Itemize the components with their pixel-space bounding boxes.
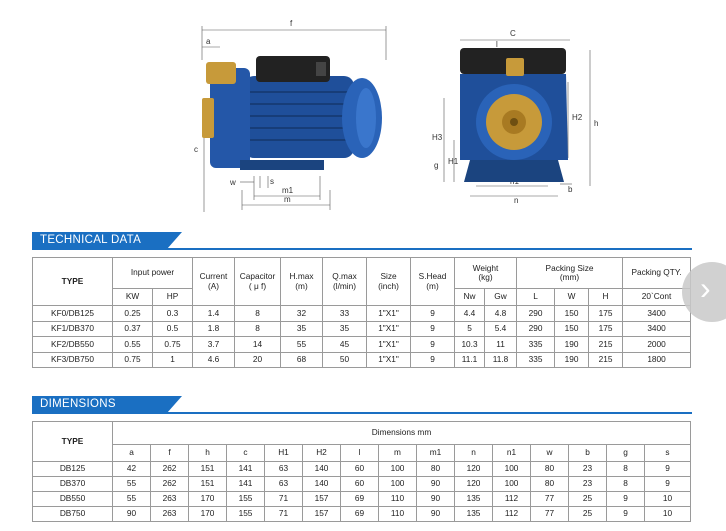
dim-value-cell: 80	[531, 462, 569, 477]
w-cell: 150	[555, 321, 589, 337]
dim-model-cell: DB750	[33, 507, 113, 522]
kw-cell: 0.55	[113, 337, 153, 353]
weight-header: Weight (kg)	[455, 258, 517, 289]
nw-cell: 5	[455, 321, 485, 337]
dim-value-cell: 120	[455, 462, 493, 477]
kw-cell: 0.25	[113, 306, 153, 322]
qty-cell: 3400	[623, 306, 691, 322]
qmax-cell: 50	[323, 352, 367, 368]
kw-subheader: KW	[113, 289, 153, 306]
current-cell: 1.4	[193, 306, 235, 322]
dim-value-cell: 112	[493, 507, 531, 522]
hp-cell: 0.75	[153, 337, 193, 353]
dim-value-cell: 60	[341, 462, 379, 477]
dim-value-cell: 23	[569, 462, 607, 477]
dim-model-cell: DB550	[33, 492, 113, 507]
model-cell: KF1/DB370	[33, 321, 113, 337]
model-cell: KF3/DB750	[33, 352, 113, 368]
gw-cell: 11.8	[485, 352, 517, 368]
dim-value-cell: 141	[227, 477, 265, 492]
l-cell: 290	[517, 321, 555, 337]
h-cell: 175	[589, 321, 623, 337]
dim-value-cell: 140	[303, 477, 341, 492]
dim-type-header: TYPE	[33, 422, 113, 462]
dim-value-cell: 155	[227, 492, 265, 507]
technical-data-title: TECHNICAL DATA	[40, 234, 142, 246]
dim-label-H1: H1	[448, 157, 459, 166]
table-row	[33, 321, 691, 337]
dim-model-cell: DB370	[33, 477, 113, 492]
current-header: Current (A)	[193, 258, 235, 306]
dim-value-cell: 63	[265, 462, 303, 477]
current-cell: 1.8	[193, 321, 235, 337]
qmax-header: Q.max (l/min)	[323, 258, 367, 306]
dim-value-cell: 135	[455, 492, 493, 507]
hmax-cell: 32	[281, 306, 323, 322]
dim-value-cell: 262	[151, 462, 189, 477]
dim-label-s: s	[270, 177, 274, 186]
dim-value-cell: 100	[493, 477, 531, 492]
dim-label-f: f	[290, 19, 293, 28]
pump-front-view-diagram	[430, 0, 610, 222]
capacitor-cell: 20	[235, 352, 281, 368]
technical-data-table	[32, 257, 691, 368]
dim-value-cell: 69	[341, 492, 379, 507]
hp-cell: 0.5	[153, 321, 193, 337]
qmax-cell: 45	[323, 337, 367, 353]
kw-cell: 0.37	[113, 321, 153, 337]
dim-value-cell: 25	[569, 507, 607, 522]
kw-cell: 0.75	[113, 352, 153, 368]
qmax-cell: 33	[323, 306, 367, 322]
dim-value-cell: 9	[607, 492, 645, 507]
gw-cell: 4.8	[485, 306, 517, 322]
dim-label-h: h	[594, 119, 599, 128]
gw-cell: 11	[485, 337, 517, 353]
dim-value-cell: 9	[645, 477, 691, 492]
dim-column-header: g	[607, 445, 645, 462]
dim-value-cell: 8	[607, 462, 645, 477]
dim-value-cell: 9	[645, 462, 691, 477]
dim-value-cell: 8	[607, 477, 645, 492]
dimensions-banner	[32, 396, 182, 413]
dim-value-cell: 23	[569, 477, 607, 492]
w-cell: 150	[555, 306, 589, 322]
model-cell: KF0/DB125	[33, 306, 113, 322]
dim-label-g: g	[434, 161, 439, 170]
type-header: TYPE	[33, 258, 113, 306]
dim-group-header: Dimensions mm	[113, 422, 691, 445]
current-cell: 4.6	[193, 352, 235, 368]
size-cell: 1"X1"	[367, 337, 411, 353]
dim-value-cell: 80	[531, 477, 569, 492]
table-row	[33, 352, 691, 368]
dim-value-cell: 157	[303, 507, 341, 522]
input-power-header: Input power	[113, 258, 193, 289]
dimensions-table	[32, 421, 691, 522]
dim-value-cell: 135	[455, 507, 493, 522]
technical-data-banner	[32, 232, 182, 249]
table-row	[33, 492, 691, 507]
dim-label-b: b	[568, 185, 573, 194]
l-subheader: L	[517, 289, 555, 306]
table-row	[33, 337, 691, 353]
dim-value-cell: 71	[265, 492, 303, 507]
dim-value-cell: 151	[189, 477, 227, 492]
dim-value-cell: 90	[417, 477, 455, 492]
nw-subheader: Nw	[455, 289, 485, 306]
dim-value-cell: 151	[189, 462, 227, 477]
dim-value-cell: 263	[151, 507, 189, 522]
dim-label-c: c	[194, 145, 198, 154]
dim-label-n: n	[514, 196, 519, 205]
l-cell: 290	[517, 306, 555, 322]
dim-column-header: m	[379, 445, 417, 462]
dim-label-w: w	[230, 178, 236, 187]
h-cell: 215	[589, 337, 623, 353]
dim-value-cell: 112	[493, 492, 531, 507]
dim-label-a: a	[206, 37, 211, 46]
dim-value-cell: 90	[417, 507, 455, 522]
dim-value-cell: 100	[493, 462, 531, 477]
dim-column-header: n	[455, 445, 493, 462]
dim-column-header: n1	[493, 445, 531, 462]
packing-size-header: Packing Size (mm)	[517, 258, 623, 289]
qmax-cell: 35	[323, 321, 367, 337]
dim-label-m: m	[284, 195, 291, 204]
dim-value-cell: 110	[379, 507, 417, 522]
dim-value-cell: 263	[151, 492, 189, 507]
current-cell: 3.7	[193, 337, 235, 353]
hp-subheader: HP	[153, 289, 193, 306]
dim-value-cell: 10	[645, 507, 691, 522]
cont-subheader: 20`Cont	[623, 289, 691, 306]
capacitor-header: Capacitor ( μ f)	[235, 258, 281, 306]
dim-value-cell: 55	[113, 477, 151, 492]
hp-cell: 0.3	[153, 306, 193, 322]
table-row	[33, 507, 691, 522]
shead-header: S.Head (m)	[411, 258, 455, 306]
pump-side-view-diagram	[190, 0, 400, 222]
dim-column-header: h	[189, 445, 227, 462]
w-subheader: W	[555, 289, 589, 306]
l-cell: 335	[517, 337, 555, 353]
dim-value-cell: 80	[417, 462, 455, 477]
dim-value-cell: 90	[113, 507, 151, 522]
dim-value-cell: 10	[645, 492, 691, 507]
nw-cell: 11.1	[455, 352, 485, 368]
size-cell: 1"X1"	[367, 352, 411, 368]
table-row	[33, 306, 691, 322]
hmax-cell: 55	[281, 337, 323, 353]
table-row	[33, 462, 691, 477]
dim-value-cell: 170	[189, 492, 227, 507]
h-subheader: H	[589, 289, 623, 306]
dim-value-cell: 9	[607, 507, 645, 522]
size-cell: 1"X1"	[367, 306, 411, 322]
dim-label-C: C	[510, 29, 516, 38]
capacitor-cell: 14	[235, 337, 281, 353]
dim-value-cell: 140	[303, 462, 341, 477]
dim-value-cell: 77	[531, 492, 569, 507]
dim-value-cell: 120	[455, 477, 493, 492]
dim-label-H3: H3	[432, 133, 443, 142]
chevron-right-icon: ›	[700, 270, 711, 306]
w-cell: 190	[555, 337, 589, 353]
dim-column-header: H2	[303, 445, 341, 462]
shead-cell: 9	[411, 321, 455, 337]
dim-column-header: c	[227, 445, 265, 462]
dim-column-header: f	[151, 445, 189, 462]
dim-value-cell: 262	[151, 477, 189, 492]
nw-cell: 10.3	[455, 337, 485, 353]
qty-cell: 3400	[623, 321, 691, 337]
dim-value-cell: 155	[227, 507, 265, 522]
dim-value-cell: 100	[379, 462, 417, 477]
dim-column-header: H1	[265, 445, 303, 462]
dim-model-cell: DB125	[33, 462, 113, 477]
dim-column-header: l	[341, 445, 379, 462]
gw-cell: 5.4	[485, 321, 517, 337]
hmax-cell: 35	[281, 321, 323, 337]
dimensions-title: DIMENSIONS	[40, 398, 116, 410]
h-cell: 175	[589, 306, 623, 322]
dim-value-cell: 60	[341, 477, 379, 492]
dim-value-cell: 141	[227, 462, 265, 477]
dim-column-header: m1	[417, 445, 455, 462]
dim-label-m1: m1	[282, 186, 294, 195]
dim-value-cell: 100	[379, 477, 417, 492]
dim-value-cell: 170	[189, 507, 227, 522]
dim-column-header: a	[113, 445, 151, 462]
qty-cell: 2000	[623, 337, 691, 353]
dim-column-header: w	[531, 445, 569, 462]
dim-value-cell: 110	[379, 492, 417, 507]
hmax-header: H.max (m)	[281, 258, 323, 306]
gw-subheader: Gw	[485, 289, 517, 306]
h-cell: 215	[589, 352, 623, 368]
dim-value-cell: 77	[531, 507, 569, 522]
dim-value-cell: 25	[569, 492, 607, 507]
shead-cell: 9	[411, 337, 455, 353]
capacitor-cell: 8	[235, 321, 281, 337]
table-row	[33, 477, 691, 492]
size-cell: 1"X1"	[367, 321, 411, 337]
dim-value-cell: 71	[265, 507, 303, 522]
dim-value-cell: 69	[341, 507, 379, 522]
dim-label-H2: H2	[572, 113, 583, 122]
size-header: Size (inch)	[367, 258, 411, 306]
shead-cell: 9	[411, 352, 455, 368]
dim-value-cell: 42	[113, 462, 151, 477]
dim-value-cell: 157	[303, 492, 341, 507]
dim-value-cell: 55	[113, 492, 151, 507]
shead-cell: 9	[411, 306, 455, 322]
dim-value-cell: 90	[417, 492, 455, 507]
dim-column-header: b	[569, 445, 607, 462]
hp-cell: 1	[153, 352, 193, 368]
l-cell: 335	[517, 352, 555, 368]
dim-label-l: l	[496, 40, 498, 49]
nw-cell: 4.4	[455, 306, 485, 322]
hmax-cell: 68	[281, 352, 323, 368]
packing-qty-header: Packing QTY.	[623, 258, 691, 289]
dim-value-cell: 63	[265, 477, 303, 492]
capacitor-cell: 8	[235, 306, 281, 322]
qty-cell: 1800	[623, 352, 691, 368]
dim-column-header: s	[645, 445, 691, 462]
w-cell: 190	[555, 352, 589, 368]
model-cell: KF2/DB550	[33, 337, 113, 353]
